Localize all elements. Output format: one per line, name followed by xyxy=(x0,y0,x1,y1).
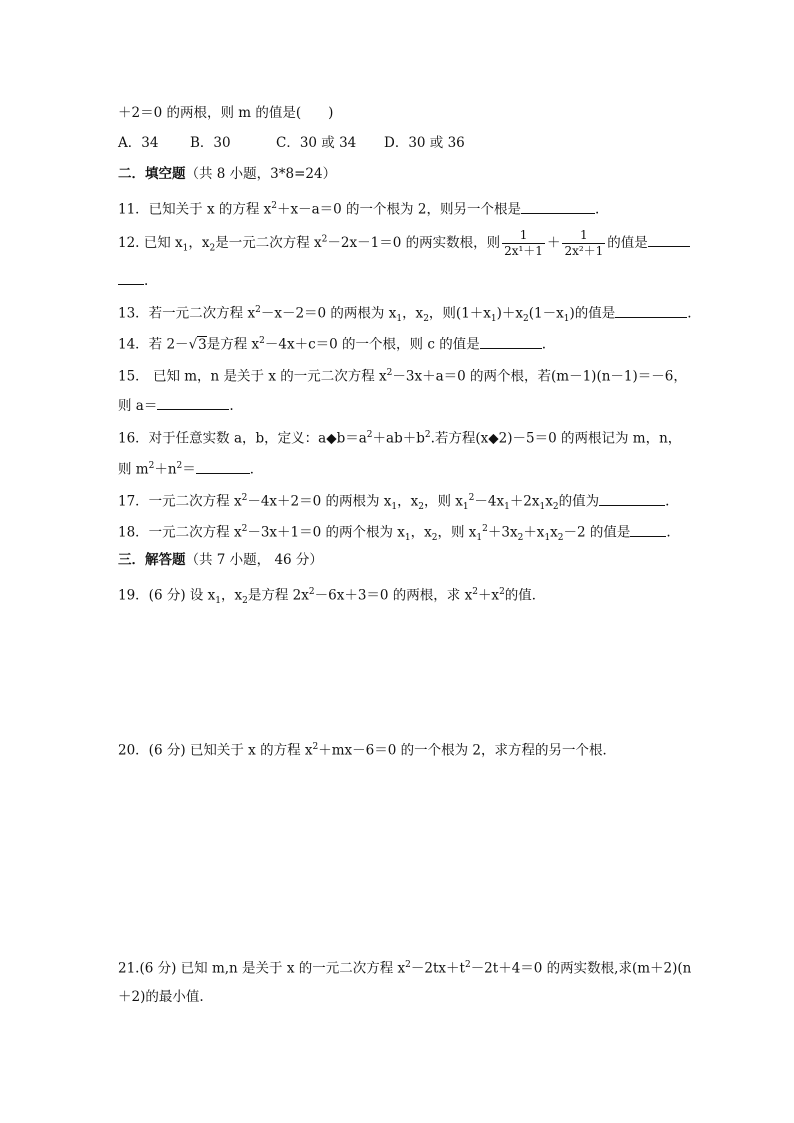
section-2-note: （共 8 小题，3*8=24） xyxy=(185,166,337,182)
question-19: 19．(6 分) 设 $x_1$，$x_2$是方程 $2x^2-6x+3=0$ 的两根，求 $x^2+x^2$的值． xyxy=(118,587,546,607)
fraction-2: $\frac{1}{\text{2x²＋1}}$ xyxy=(564,228,604,258)
answer-blank-16[interactable] xyxy=(196,459,250,474)
question-18: 18．一元二次方程 $x^2-3x+1=0$ 的两个根为 $x_1$，$x_2$，则 $x_1^2+3x_2+x_1x_2-2$ 的值是 . xyxy=(118,520,671,547)
answer-blank-12[interactable] xyxy=(648,232,690,247)
q10-text: ＋2＝0 的两根，则 m 的值是( ) xyxy=(118,105,334,121)
option-c: C．30 或 34 xyxy=(276,135,357,151)
section-2-title: 二．填空题 xyxy=(118,166,186,182)
question-20: 20．(6 分) 已知关于 x 的方程 $x^2+mx-6=0$ 的一个根为 2，求方程的另一个根． xyxy=(118,742,616,759)
question-14: 14．若 2－√3是方程 $x^2-4x+c=0$ 的一个根，则 c 的值是 . xyxy=(118,332,546,354)
question-10-options xyxy=(118,134,465,152)
answer-blank-17[interactable] xyxy=(599,491,665,506)
question-12: 12. 已知 $x_1$，$x_2$是一元二次方程 $x^2-2x-1=0$ 的两实数根，则 $\frac{1}{\text{2x¹＋1}}$ ＋ $\frac{1}{\text{2x²＋1}}$ 的值是 xyxy=(118,228,690,259)
question-15-line-2: 则 a＝ . xyxy=(118,395,234,415)
option-a: A．34 xyxy=(118,135,159,151)
sqrt-value: 3 xyxy=(198,336,207,353)
question-16: 16．对于任意实数 a，b，定义：$a◆b=a^2+ab+b^2$.若方程(x◆2)－5＝0 的两根记为 m，n， xyxy=(118,430,682,447)
section-2-heading xyxy=(118,165,336,183)
answer-blank-13[interactable] xyxy=(615,303,687,318)
section-3-title: 三．解答题 xyxy=(118,552,186,568)
question-21: 21.(6 分) 已知 m,n 是关于 x 的一元二次方程 $x^2-2tx+t^2-2t+4=0$ 的两实数根,求(m＋2)(n xyxy=(118,960,692,977)
option-d: D．30 或 36 xyxy=(384,135,465,151)
question-15: 15． 已知 m，n 是关于 x 的一元二次方程 $x^2-3x+a=0$ 的两个根，若(m－1)(n－1)＝－6， xyxy=(118,368,687,385)
question-13: 13．若一元二次方程 $x^2-x-2=0$ 的两根为 $x_1$，$x_2$，则$(1+x_1)+x_2(1-x_1)$的值是 . xyxy=(118,301,692,328)
question-16-line-2: 则 $m^2+n^2=$ ． xyxy=(118,457,263,479)
section-3-heading xyxy=(118,551,323,569)
question-17: 17．一元二次方程 $x^2-4x+2=0$ 的两根为 $x_1$，$x_2$，则 $x_1^2-4x_1+2x_1x_2$的值为 . xyxy=(118,489,669,516)
question-21-line-2: ＋2)的最小值. xyxy=(118,989,204,1005)
section-3-note: （共 7 小题， 46 分） xyxy=(185,552,323,568)
question-11: 11．已知关于 x 的方程 $x^2+x-a=0$ 的一个根为 2，则另一个根是 . xyxy=(118,197,599,219)
option-b: B．30 xyxy=(190,135,231,151)
fraction-1: $\frac{1}{\text{2x¹＋1}}$ xyxy=(504,228,543,258)
sqrt-symbol: √ xyxy=(188,336,198,353)
answer-blank-15[interactable] xyxy=(157,395,229,410)
question-10-continuation xyxy=(118,104,333,122)
answer-blank-12-continued[interactable] xyxy=(118,270,144,285)
answer-blank-14[interactable] xyxy=(480,334,542,349)
question-12-tail: . xyxy=(118,270,148,290)
answer-blank-11[interactable] xyxy=(521,199,595,214)
answer-blank-18[interactable] xyxy=(630,522,666,537)
